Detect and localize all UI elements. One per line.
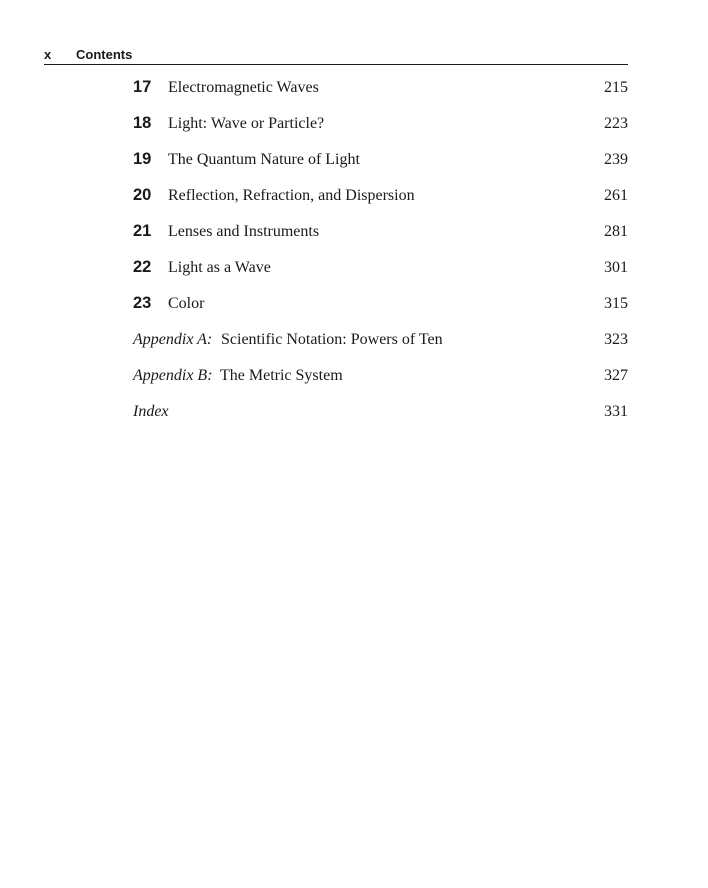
toc-entry-chapter-21[interactable] [133,220,628,256]
toc-entry-chapter-17[interactable] [133,76,628,112]
chapter-title: Color [168,295,205,312]
toc-entry-chapter-22[interactable] [133,256,628,292]
chapter-number: 22 [133,258,152,276]
page-number: 315 [604,295,628,312]
chapter-number: 19 [133,150,152,168]
chapter-number: 23 [133,294,152,312]
page-folio: x [44,47,52,62]
chapter-title: Electromagnetic Waves [168,79,319,96]
chapter-title: Light as a Wave [168,259,271,276]
appendix-title: Scientific Notation: Powers of Ten [221,331,443,348]
page-number: 301 [604,259,628,276]
toc-entry-chapter-19[interactable] [133,148,628,184]
page-number: 327 [604,367,628,384]
page-number: 331 [604,403,628,420]
toc-entry-appendix-b[interactable] [133,364,628,400]
chapter-number: 20 [133,186,152,204]
chapter-title: The Quantum Nature of Light [168,151,360,168]
page-number: 323 [604,331,628,348]
toc-entry-chapter-20[interactable] [133,184,628,220]
index-label: Index [133,403,169,420]
page-number: 281 [604,223,628,240]
page-number: 215 [604,79,628,96]
toc-entry-chapter-18[interactable] [133,112,628,148]
running-head [44,46,628,65]
page-number: 223 [604,115,628,132]
chapter-number: 21 [133,222,152,240]
section-title: Contents [76,47,133,62]
appendix-label: Appendix A: [133,331,213,348]
chapter-number: 18 [133,114,152,132]
toc-entry-chapter-23[interactable] [133,292,628,328]
appendix-title: The Metric System [220,367,343,384]
chapter-number: 17 [133,78,152,96]
page-number: 239 [604,151,628,168]
chapter-title: Reflection, Refraction, and Dispersion [168,187,415,204]
chapter-title: Lenses and Instruments [168,223,320,240]
appendix-label: Appendix B: [133,367,213,384]
toc-entry-index[interactable] [133,400,628,436]
table-of-contents [133,76,628,436]
page-number: 261 [604,187,628,204]
chapter-title: Light: Wave or Particle? [168,115,325,132]
toc-entry-appendix-a[interactable] [133,328,628,364]
